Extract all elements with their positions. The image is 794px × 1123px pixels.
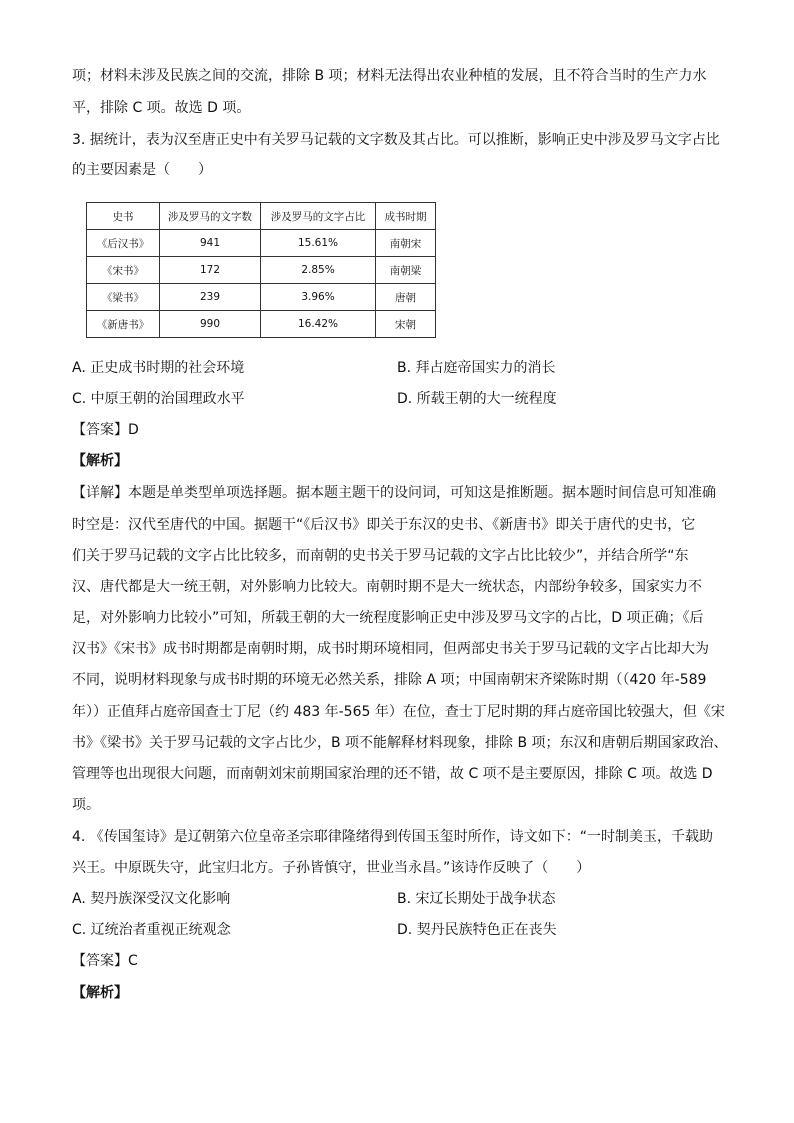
intro-line-2: 平，排除 C 项。故选 D 项。: [72, 100, 251, 116]
q3-detail-line: 足，对外影响力比较小”可知，所载王朝的大一统程度影响正史中涉及罗马文字的占比，D 项正确；《后: [72, 610, 704, 626]
q3-option-b: B. 拜占庭帝国实力的消长: [397, 360, 556, 376]
table-row: [87, 284, 436, 311]
q3-detail-line: 【详解】本题是单类型单项选择题。据本题主题干的设问词，可知这是推断题。据本题时间信息可知准确: [72, 485, 716, 501]
table-cell: 南朝宋: [376, 230, 436, 257]
table-cell: 2.85%: [261, 257, 376, 284]
table-row: [87, 311, 436, 338]
q3-option-c: C. 中原王朝的治国理政水平: [72, 391, 245, 407]
q4-option-a: A. 契丹族深受汉文化影响: [72, 891, 231, 907]
table-cell: 唐朝: [376, 284, 436, 311]
table-cell: 《梁书》: [87, 284, 160, 311]
q3-detail-line: 时空是：汉代至唐代的中国。据题干“《后汉书》即关于东汉的史书、《新唐书》即关于唐代的史书，它: [72, 517, 696, 533]
table-cell: 《新唐书》: [87, 311, 160, 338]
q4-option-c: C. 辽统治者重视正统观念: [72, 922, 231, 938]
table-header: 成书时期: [376, 203, 436, 230]
q3-detail-line: 不同，说明材料现象与成书时期的环境无必然关系，排除 A 项；中国南朝宋齐梁陈时期（（420 年-589: [72, 672, 707, 688]
roman-records-table: [86, 202, 436, 338]
table-cell: 15.61%: [261, 230, 376, 257]
q3-option-d: D. 所载王朝的大一统程度: [397, 391, 557, 407]
q3-detail-line: 项。: [72, 797, 100, 813]
q3-detail-line: 管理等也出现很大问题，而南朝刘宋前期国家治理的还不错，故 C 项不是主要原因，排除 C 项。故选 D: [72, 766, 713, 782]
intro-line-1: 项；材料未涉及民族之间的交流，排除 B 项；材料无法得出农业种植的发展，且不符合当时的生产力水: [72, 68, 707, 84]
table-cell: 宋朝: [376, 311, 436, 338]
table-header: 涉及罗马的文字占比: [261, 203, 376, 230]
q3-detail-line: 汉、唐代都是大一统王朝，对外影响力比较大。南朝时期不是大一统状态，内部纷争较多，国家实力不: [72, 579, 702, 595]
q3-detail-line: 年））正值拜占庭帝国查士丁尼（约 483 年-565 年）在位，查士丁尼时期的拜占庭帝国比较强大，但《宋: [72, 704, 725, 720]
q4-analysis-label: 【解析】: [72, 985, 128, 1001]
q3-detail-line: 汉书》《宋书》成书时期都是南朝时期，成书时期环境相同，但两部史书关于罗马记载的文字占比却大为: [72, 641, 709, 657]
q4-option-b: B. 宋辽长期处于战争状态: [397, 891, 556, 907]
question-3-stem-line-1: 3. 据统计，表为汉至唐正史中有关罗马记载的文字数及其占比。可以推断，影响正史中涉及罗马文字占比: [72, 132, 720, 148]
table-cell: 990: [160, 311, 261, 338]
question-3-stem-line-2: 的主要因素是（ ）: [72, 162, 212, 178]
table-cell: 南朝梁: [376, 257, 436, 284]
q3-option-a: A. 正史成书时期的社会环境: [72, 360, 245, 376]
q4-option-d: D. 契丹民族特色正在丧失: [397, 922, 557, 938]
table-row: [87, 257, 436, 284]
table-cell: 239: [160, 284, 261, 311]
q3-detail-line: 们关于罗马记载的文字占比比较多，而南朝的史书关于罗马记载的文字占比比较少”，并结合所学“东: [72, 548, 689, 564]
table-cell: 941: [160, 230, 261, 257]
q4-answer: 【答案】C: [72, 953, 138, 969]
table-cell: 3.96%: [261, 284, 376, 311]
q3-answer: 【答案】D: [72, 422, 139, 438]
table-row: [87, 230, 436, 257]
table-cell: 《宋书》: [87, 257, 160, 284]
table-header: 涉及罗马的文字数: [160, 203, 261, 230]
table-cell: 16.42%: [261, 311, 376, 338]
q3-analysis-label: 【解析】: [72, 453, 128, 469]
q3-detail-line: 书》《梁书》关于罗马记载的文字占比少，B 项不能解释材料现象，排除 B 项；东汉和唐朝后期国家政治、: [72, 735, 728, 751]
table-cell: 《后汉书》: [87, 230, 160, 257]
table-cell: 172: [160, 257, 261, 284]
question-4-stem-line-2: 兴王。中原既失守，此宝归北方。子孙皆慎守，世业当永昌。”该诗作反映了（ ）: [72, 860, 591, 876]
table-header-row: [87, 203, 436, 230]
question-4-stem-line-1: 4. 《传国玺诗》是辽朝第六位皇帝圣宗耶律隆绪得到传国玉玺时所作，诗文如下：“一时制美玉，千载助: [72, 829, 714, 845]
table-header: 史书: [87, 203, 160, 230]
